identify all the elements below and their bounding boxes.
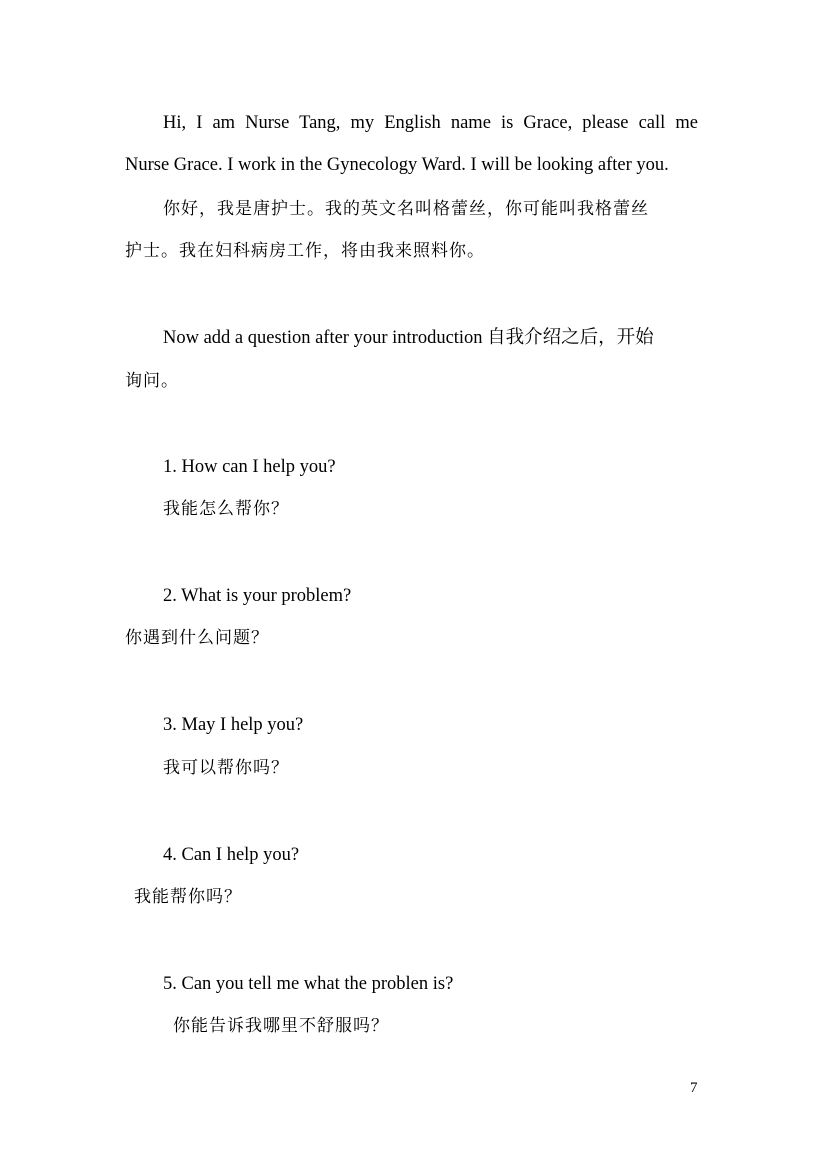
question-3-english: 3. May I help you? xyxy=(163,715,304,735)
page-number: 7 xyxy=(690,1080,698,1096)
question-4-english: 4. Can I help you? xyxy=(163,845,300,865)
question-5-english: 5. Can you tell me what the problen is? xyxy=(163,974,454,994)
question-4-chinese: 我能帮你吗？ xyxy=(134,887,242,907)
question-3-chinese: 我可以帮你吗？ xyxy=(163,758,289,778)
intro-english-line-2: Nurse Grace. I work in the Gynecology Ward. I will be looking after you. xyxy=(125,155,669,175)
instruction-line-1: Now add a question after your introduction 自我介绍之后，开始 xyxy=(163,328,654,348)
intro-english-line-1: Hi, I am Nurse Tang, my English name is Grace, please call me xyxy=(163,113,698,133)
question-5-chinese: 你能告诉我哪里不舒服吗？ xyxy=(173,1016,389,1036)
intro-chinese-line-1: 你好，我是唐护士。我的英文名叫格蕾丝，你可能叫我格蕾丝 xyxy=(163,199,649,219)
question-2-chinese: 你遇到什么问题？ xyxy=(125,628,269,648)
question-1-english: 1. How can I help you? xyxy=(163,457,336,477)
intro-chinese-line-2: 护士。我在妇科病房工作，将由我来照料你。 xyxy=(125,241,485,261)
question-1-chinese: 我能怎么帮你？ xyxy=(163,499,289,519)
instruction-line-2: 询问。 xyxy=(125,371,179,391)
question-2-english: 2. What is your problem? xyxy=(163,586,352,606)
